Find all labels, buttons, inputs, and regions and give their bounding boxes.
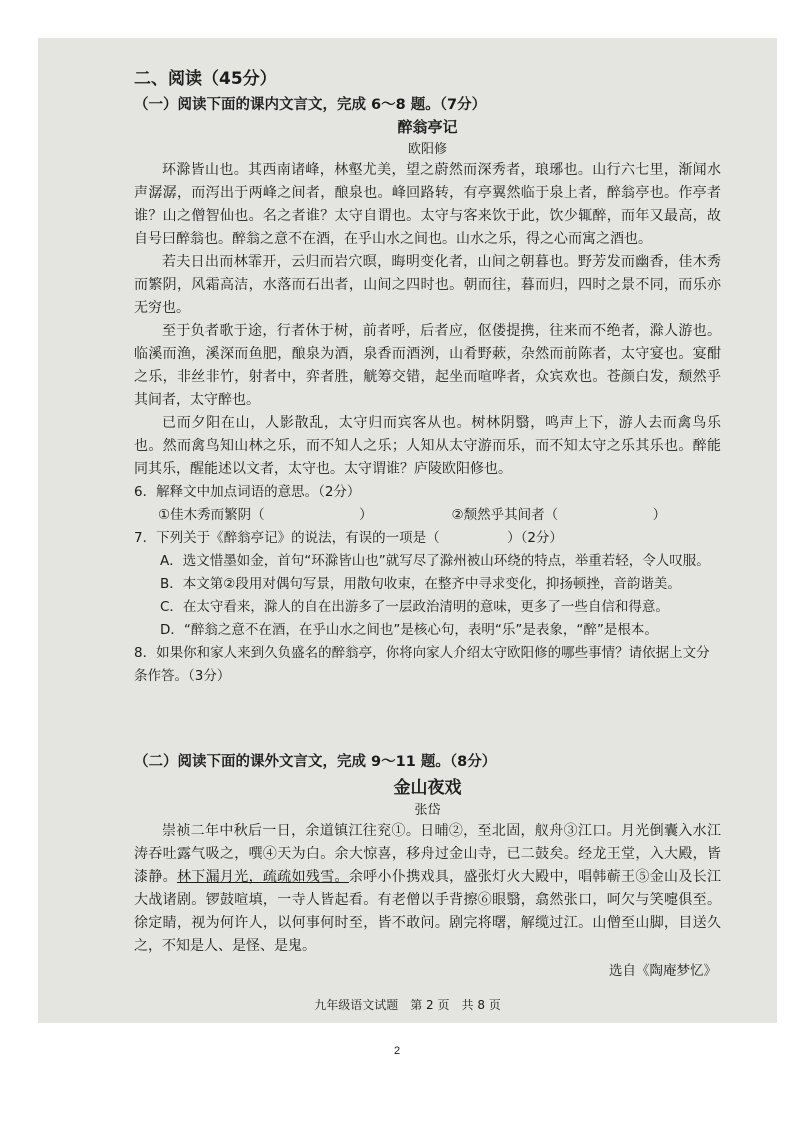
exam-sheet xyxy=(38,38,777,1023)
part1-title: 醉翁亭记 xyxy=(397,118,458,136)
part2-title: 金山夜戏 xyxy=(393,778,462,798)
page-number: 2 xyxy=(393,1045,401,1057)
question-6-item-b: ②颓然乎其间者（ ） xyxy=(451,507,667,523)
question-6-item-a: ①佳木秀而繁阴（ ） xyxy=(158,507,373,523)
part2-text-a: 崇祯二年中秋后一日，余道镇江往兖①。日晡②，至北固，舣舟③江口。月光倒囊入水江涛吞吐露气吸之，噀④天为白。余大惊喜，移舟过金山寺，已二鼓矣。经龙王堂，入大殿，皆漆静。 xyxy=(134,823,721,885)
question-7: 7．下列关于《醉翁亭记》的说法，有误的一项是（ ）（2分） xyxy=(134,530,563,546)
part1-heading: （一）阅读下面的课内文言文，完成 6～8 题。（7分） xyxy=(134,97,487,113)
question-7-option-c: C．在太守看来，滁人的自在出游多了一层政治清明的意味，更多了一些自信和得意。 xyxy=(160,599,669,615)
question-7-option-b: B．本文第②段用对偶句写景，用散句收束，在整齐中寻求变化，抑扬顿挫，音韵谐美。 xyxy=(160,576,681,592)
question-7-option-d: D．“醉翁之意不在酒，在乎山水之间也”是核心句，表明“乐”是表象，“醉”是根本。 xyxy=(160,622,658,638)
question-8: 8．如果你和家人来到久负盛名的醉翁亭，你将向家人介绍太守欧阳修的哪些事情？请依据上文分条作答。（3分） xyxy=(134,645,710,684)
part2-text-b: 余呼小仆携戏具，盛张灯火大殿中，唱韩蕲王⑤金山及长江大战诸剧。锣鼓喧填，一寺人皆起看。有老僧以手背擦⑥眼翳，翕然张口，呵欠与笑嚏俱至。徐定睛，视为何许人，以何事何时至，皆不敢问。剧完将曙，解缆过江。山僧至山脚，目送久之，不知是人、是怪、是鬼。 xyxy=(134,869,722,954)
part1-paragraph-4: 已而夕阳在山，人影散乱，太守归而宾客从也。树林阴翳，鸣声上下，游人去而禽鸟乐也。然而禽鸟知山林之乐，而不知人之乐；人知从太守游而乐，而不知太守之乐其乐也。醉能同其乐，醒能述以文者，太守也。太守谓谁？庐陵欧阳修也。 xyxy=(134,415,721,477)
question-6: 6．解释文中加点词语的意思。（2分） xyxy=(134,484,361,500)
page-footer: 九年级语文试题 第 2 页 共 8 页 xyxy=(314,998,501,1012)
part2-source: 选自《陶庵梦忆》 xyxy=(609,963,717,979)
part1-author: 欧阳修 xyxy=(407,142,447,157)
question-6-items xyxy=(158,504,721,527)
part2-heading: （二）阅读下面的课外文言文，完成 9～11 题。（8分） xyxy=(134,754,497,770)
part1-paragraph-2: 若夫日出而林霏开，云归而岩穴暝，晦明变化者，山间之朝暮也。野芳发而幽香，佳木秀而繁阴，风霜高洁，水落而石出者，山间之四时也。朝而往，暮而归，四时之景不同，而乐亦无穷也。 xyxy=(134,254,721,316)
part2-paragraph xyxy=(134,820,721,958)
section-title: 二、阅读（45分） xyxy=(134,69,277,89)
part2-author: 张岱 xyxy=(414,803,441,818)
part2-underlined-sentence: 林下漏月光，疏疏如残雪。 xyxy=(176,869,349,885)
part1-paragraph-1: 环滁皆山也。其西南诸峰，林壑尤美，望之蔚然而深秀者，琅琊也。山行六七里，渐闻水声潺潺，而泻出于两峰之间者，酿泉也。峰回路转，有亭翼然临于泉上者，醉翁亭也。作亭者谁？山之僧智仙也。名之者谁？太守自谓也。太守与客来饮于此，饮少辄醉，而年又最高，故自号曰醉翁也。醉翁之意不在酒，在乎山水之间也。山水之乐，得之心而寓之酒也。 xyxy=(134,162,721,247)
question-7-option-a: A．选文惜墨如金，首句“环滁皆山也”就写尽了滁州被山环绕的特点，举重若轻，令人叹服。 xyxy=(160,553,710,569)
part1-paragraph-3: 至于负者歌于途，行者休于树，前者呼，后者应，伛偻提携，往来而不绝者，滁人游也。临溪而渔，溪深而鱼肥，酿泉为酒，泉香而酒洌，山肴野蔌，杂然而前陈者，太守宴也。宴酣之乐，非丝非竹，射者中，弈者胜，觥筹交错，起坐而喧哗者，众宾欢也。苍颜白发，颓然乎其间者，太守醉也。 xyxy=(134,323,721,408)
